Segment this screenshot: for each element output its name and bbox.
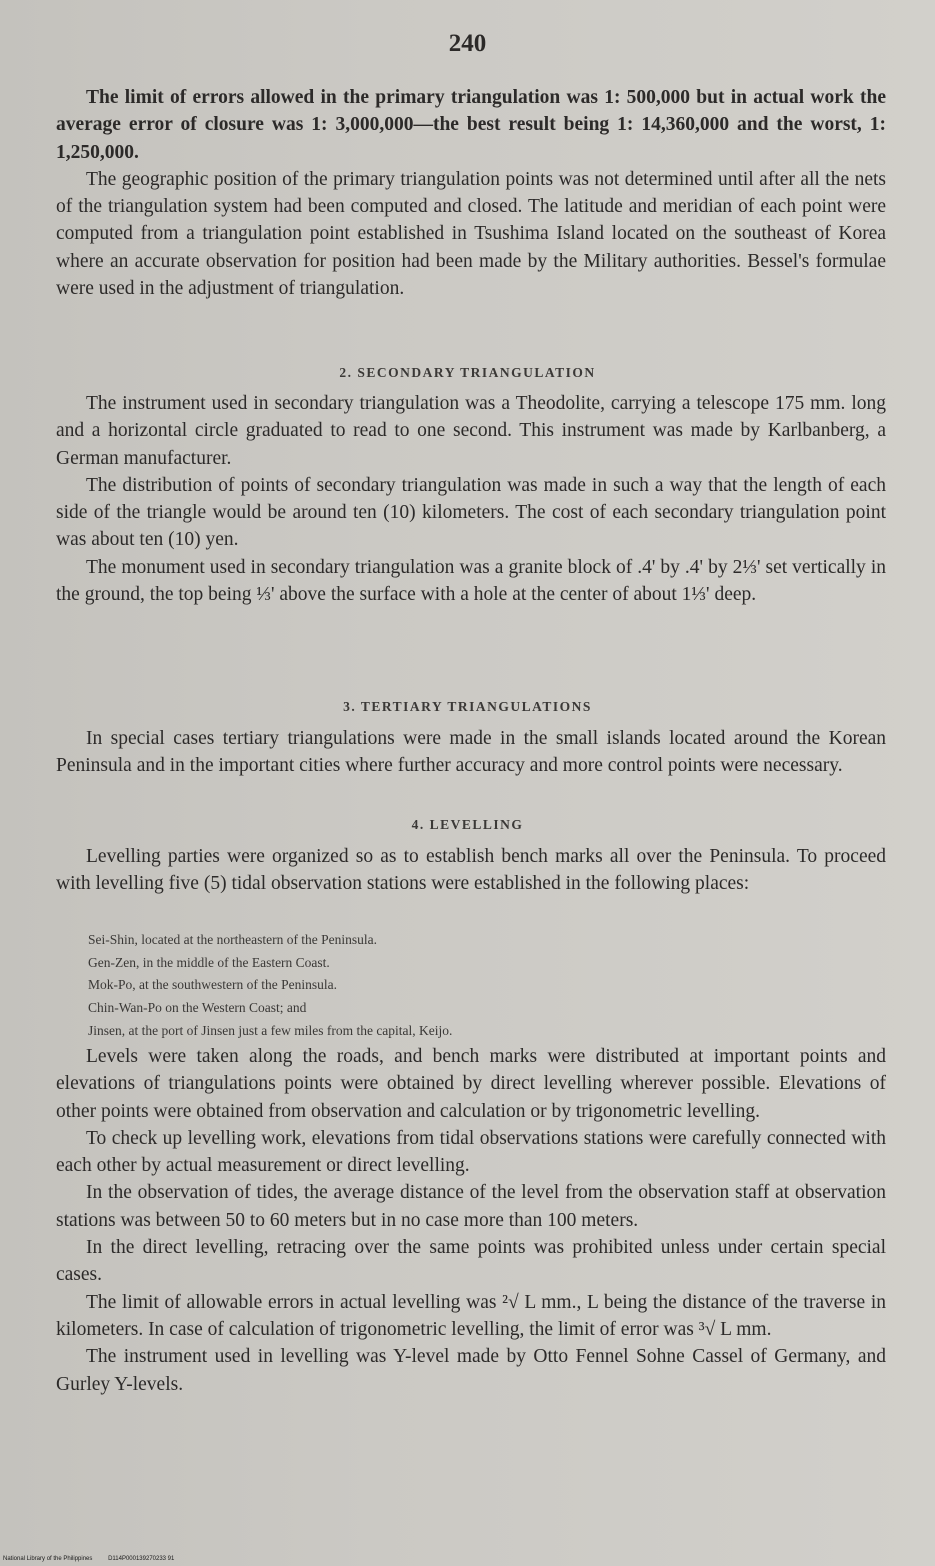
paragraph-secondary-monument: The monument used in secondary triangulation was a granite block of .4' by .4' by 2⅓' set vertically in the ground, the top being ⅓' above the surface with a hole at the center of about 1⅓' deep. — [56, 556, 886, 606]
paragraph-direct-levelling: In the direct levelling, retracing over the same points was prohibited unless under certain special cases. — [56, 1237, 886, 1286]
page-number: 240 — [448, 30, 487, 57]
paragraph-allowable-errors: The limit of allowable errors in actual levelling was ²√ L mm., L being the distance of the traverse in kilometers. In case of calculation of trigonometric levelling, the limit of error was ³√ L mm. — [56, 1291, 886, 1340]
opening-text — [56, 84, 886, 302]
scan-footer — [3, 1556, 188, 1562]
paragraph-check-levelling: To check up levelling work, elevations from tidal observations stations were carefully connected with each other by actual measurement or direct levelling. — [56, 1127, 886, 1177]
list-item: Sei-Shin, located at the northeastern of the Peninsula. — [88, 932, 378, 947]
list-item: Mok-Po, at the southwestern of the Peninsula. — [88, 977, 337, 993]
paragraph-geographic-position: The geographic position of the primary triangulation points was not determined until after all the nets of the triangulation system had been computed and closed. The latitude and meridian of each point were computed from a triangulation point established in Tsushima Island located on the southeast of Korea where an accurate observation for position had been made by the Military authorities. Bessel's formulae were used in the adjustment of triangulation. — [56, 168, 886, 300]
paragraph-tide-observation: In the observation of tides, the average distance of the level from the observation staff at observation stations was between 50 to 60 meters but in no case more than 100 meters. — [56, 1182, 886, 1231]
levelling-text — [56, 1043, 886, 1398]
paragraph-secondary-instrument: The instrument used in secondary triangulation was a Theodolite, carrying a telescope 175 mm. long and a horizontal circle graduated to read to one second. This instrument was made by Karlbanberg, a German manufacturer. — [56, 393, 886, 469]
paragraph-levelling-intro: Levelling parties were organized so as to establish bench marks all over the Peninsula. To proceed with levelling five (5) tidal observation stations were established in the following places: — [56, 846, 886, 895]
tertiary-triangulation-text — [56, 725, 886, 780]
footer-scan-code: D114P000139270233 91 — [108, 1556, 175, 1562]
list-item: Gen-Zen, in the middle of the Eastern Coast. — [88, 954, 330, 970]
list-item: Jinsen, at the port of Jinsen just a few miles from the capital, Keijo. — [88, 1022, 453, 1038]
paragraph-tertiary: In special cases tertiary triangulations were made in the small islands located around the Korean Peninsula and in the important cities where further accuracy and more control points were necessary. — [56, 728, 886, 777]
paragraph-levels: Levels were taken along the roads, and bench marks were distributed at important points and elevations of triangulations points were obtained by direct levelling wherever possible. Elevations of other points were obtained from observation and calculation or by trigonometric levelling. — [56, 1046, 886, 1122]
section-heading-tertiary: 3. TERTIARY TRIANGULATIONS — [343, 699, 592, 714]
tidal-station-list — [88, 929, 848, 1043]
paragraph-levelling-instrument: The instrument used in levelling was Y-level made by Otto Fennel Sohne Cassel of Germany, and Gurley Y-levels. — [56, 1346, 886, 1395]
secondary-triangulation-text — [56, 390, 886, 608]
paragraph-secondary-distribution: The distribution of points of secondary triangulation was made in such a way that the length of each side of the triangle would be around ten (10) kilometers. The cost of each secondary triangulation point was about ten (10) yen. — [56, 474, 886, 551]
section-heading-secondary: 2. SECONDARY TRIANGULATION — [339, 365, 596, 380]
paragraph-error-limits: The limit of errors allowed in the primary triangulation was 1: 500,000 but in actual work the average error of closure was 1: 3,000,000—the best result being 1: 14,360,000 and the worst, 1: 1,250,000. — [56, 87, 886, 163]
levelling-intro-text — [56, 843, 886, 898]
footer-library-name: National Library of the Philippines — [3, 1556, 93, 1562]
list-item: Chin-Wan-Po on the Western Coast; and — [88, 1000, 307, 1016]
section-heading-levelling: 4. LEVELLING — [411, 817, 524, 832]
